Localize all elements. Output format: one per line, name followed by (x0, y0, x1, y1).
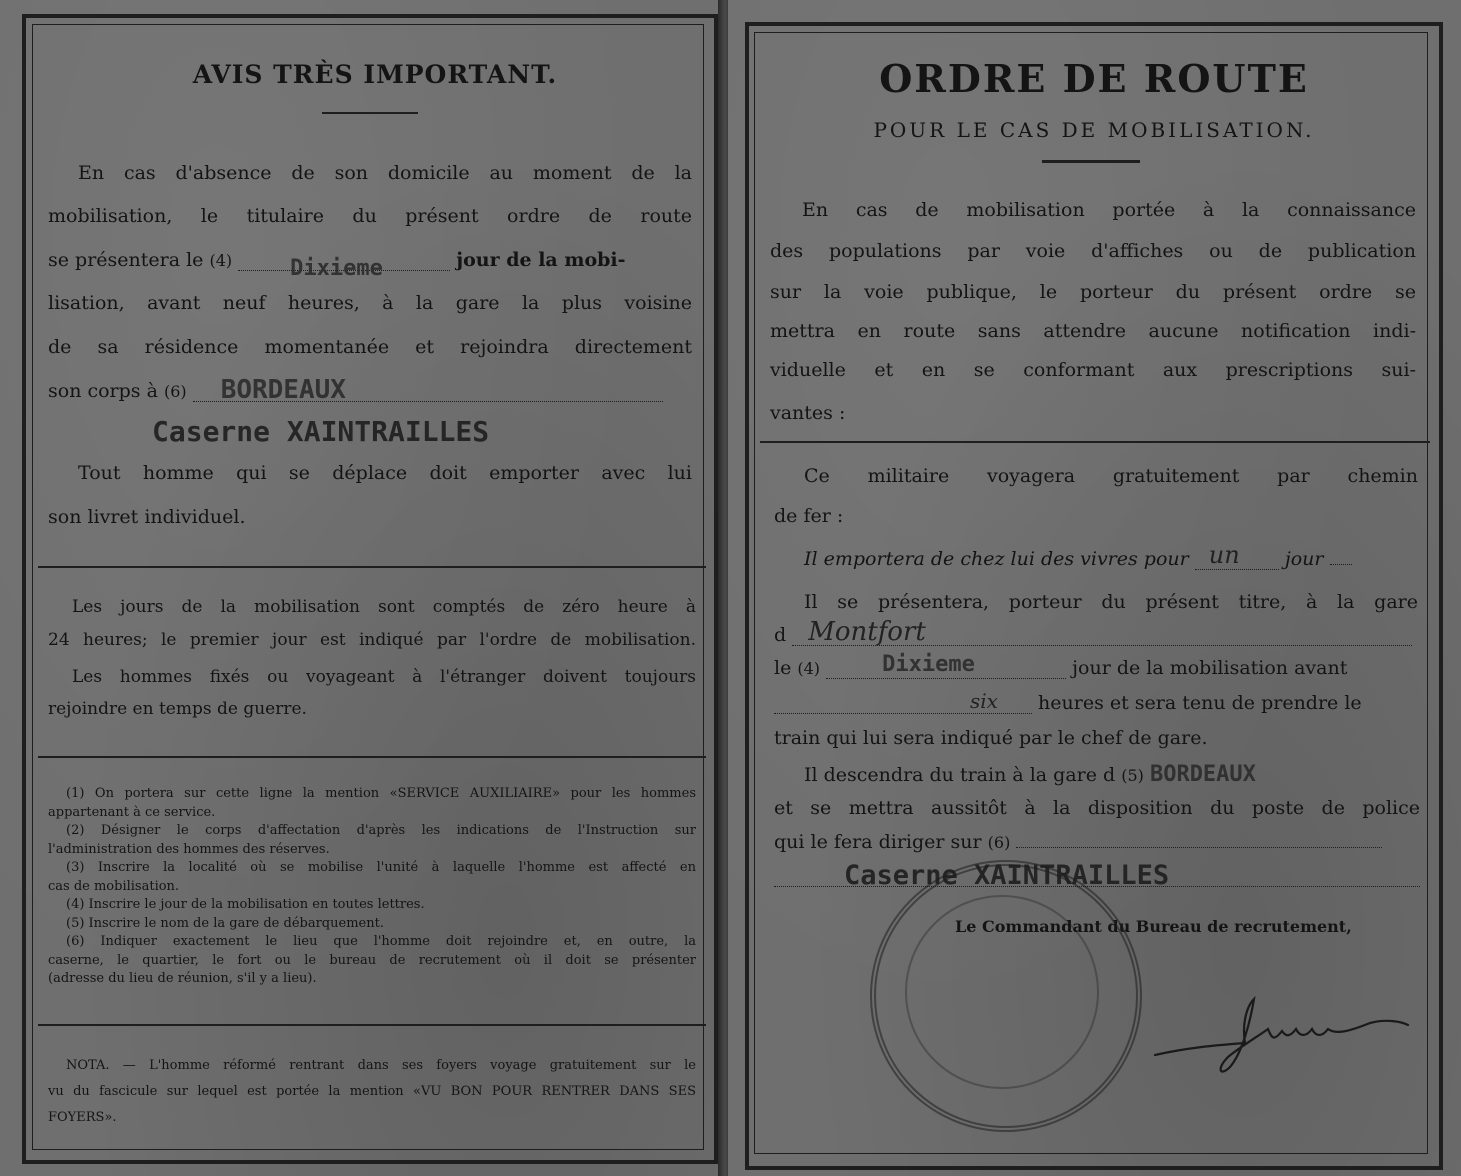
left-line3-start: se présentera le (48, 249, 204, 271)
left-line6-note: (6) (163, 382, 187, 401)
left-para1-line9: son livret individuel. (48, 506, 246, 528)
right-line11-start: qui le fera diriger sur (774, 831, 982, 853)
left-divider-2 (38, 756, 706, 758)
right-line7-fill: six (970, 689, 998, 713)
note-line: (adresse du lieu de réunion, s'il y a lieu). (48, 971, 317, 986)
left-para2-line3: Les hommes fixés ou voyageant à l'étranger doivent toujours (72, 667, 696, 687)
note-line: l'administration des hommes des réserves. (48, 841, 330, 857)
right-line5-fill: Montfort (808, 617, 926, 647)
right-para2-line11 (774, 831, 1422, 853)
left-divider-1 (38, 566, 706, 568)
left-divider-3 (38, 1024, 706, 1026)
right-line9-start: Il descendra du train à la gare d (804, 764, 1116, 786)
left-line3-fill: Dixieme (290, 256, 383, 281)
left-notes (48, 785, 696, 989)
right-para1-line: vantes : (770, 402, 846, 424)
left-para2-line4: rejoindre en temps de guerre. (48, 699, 307, 719)
note-line: (6) Indiquer exactement le lieu que l'homme doit rejoindre et, en outre, la (66, 934, 696, 949)
right-line7-blank (774, 689, 1032, 714)
left-line3-blank (238, 250, 450, 281)
left-line6-blank (193, 375, 663, 405)
right-line9-fill: BORDEAUX (1149, 762, 1256, 787)
left-title-rule (322, 112, 418, 114)
right-para1-line: viduelle et en se conformant aux prescriptions sui- (770, 359, 1416, 381)
left-para1-line2: mobilisation, le titulaire du présent ordre de route (48, 205, 692, 227)
right-line9-note: (5) (1121, 766, 1144, 785)
right-para1-line: mettra en route sans attendre aucune notification indi- (770, 320, 1416, 342)
right-para2-line9 (804, 762, 1434, 787)
note-line: (5) Inscrire le nom de la gare de débarquement. (66, 915, 384, 931)
note-line: (3) Inscrire la localité où se mobilise l'unité à laquelle l'homme est affecté en (66, 860, 696, 875)
right-para2-line7 (774, 689, 1422, 714)
left-para1-line6 (48, 375, 692, 405)
note-line: appartenant à ce service. (48, 804, 216, 820)
official-stamp-inner (905, 895, 1099, 1089)
nota-line: FOYERS». (48, 1110, 117, 1125)
right-line12-fill: Caserne XAINTRAILLES (844, 860, 1170, 891)
left-para1-line8: Tout homme qui se déplace doit emporter avec lui (78, 462, 692, 484)
right-line5-start: d (774, 624, 787, 646)
right-line3-blank (1195, 541, 1279, 570)
right-subtitle: POUR LE CAS DE MOBILISATION. (873, 118, 1315, 142)
left-line3-end: jour de la mobi- (456, 249, 626, 271)
right-line6-fill: Dixieme (882, 652, 975, 677)
commander-signature (1150, 995, 1420, 1085)
note-line: caserne, le quartier, le fort ou le bureau de recrutement où il doit se présenter (48, 952, 696, 968)
right-line6-end: jour de la mobilisation avant (1072, 657, 1348, 679)
right-line6-start: le (774, 657, 792, 679)
nota-line: NOTA. — L'homme réformé rentrant dans ses foyers voyage gratuitement sur le (66, 1058, 696, 1073)
right-para1-line: des populations par voie d'affiches ou de publication (770, 240, 1416, 262)
right-para2-line6 (774, 652, 1422, 679)
left-line6-start: son corps à (48, 380, 158, 402)
note-line: (2) Désigner le corps d'affectation d'après les indications de l'Instruction sur (66, 823, 696, 838)
note-line: (4) Inscrire le jour de la mobilisation en toutes lettres. (66, 897, 425, 912)
right-para2-line1: Ce militaire voyagera gratuitement par chemin (804, 465, 1418, 487)
right-para2-line4: Il se présentera, porteur du présent titre, à la gare (804, 591, 1418, 613)
note-line: (1) On portera sur cette ligne la mention «SERVICE AUXILIAIRE» pour les hommes (66, 786, 696, 801)
left-line7-fill: Caserne XAINTRAILLES (152, 415, 490, 448)
left-para2-line1: Les jours de la mobilisation sont comptés de zéro heure à (72, 597, 696, 617)
left-para1-line4: lisation, avant neuf heures, à la gare la plus voisine (48, 292, 692, 314)
right-line3-end: jour (1284, 548, 1324, 570)
right-line6-blank (826, 652, 1066, 679)
right-para1-line: sur la voie publique, le porteur du présent ordre se (770, 281, 1416, 303)
right-para2-line10: et se mettra aussitôt à la disposition du poste de police (774, 797, 1420, 819)
right-para1-line: En cas de mobilisation portée à la connaissance (802, 199, 1416, 221)
left-nota (48, 1053, 696, 1131)
right-line7-end: heures et sera tenu de prendre le (1038, 692, 1362, 714)
right-line6-note: (4) (797, 659, 821, 678)
right-line3-fill: un (1208, 541, 1240, 569)
right-line11-blank (1016, 833, 1382, 848)
right-para2-line5 (774, 617, 1418, 647)
right-para2-line2: de fer : (774, 505, 844, 527)
left-line3-note: (4) (209, 251, 233, 270)
left-para1-line5: de sa résidence momentanée et rejoindra directement (48, 336, 692, 358)
right-line3-trail (1330, 550, 1352, 565)
right-line11-note: (6) (987, 833, 1011, 852)
right-line3-start: Il emportera de chez lui des vivres pour (804, 548, 1189, 570)
right-divider-1 (760, 441, 1430, 443)
right-signoff: Le Commandant du Bureau de recrutement, (955, 917, 1352, 936)
left-para1-line3 (48, 249, 692, 281)
right-title-rule (1042, 160, 1140, 163)
nota-line: vu du fascicule sur lequel est portée la mention «VU BON POUR RENTRER DANS SES (48, 1084, 696, 1099)
note-line: cas de mobilisation. (48, 878, 180, 894)
left-para1-line1: En cas d'absence de son domicile au moment de la (78, 162, 692, 184)
left-para2-line2: 24 heures; le premier jour est indiqué par l'ordre de mobilisation. (48, 630, 696, 650)
right-title: ORDRE DE ROUTE (879, 56, 1309, 101)
left-title: AVIS TRÈS IMPORTANT. (192, 60, 558, 89)
right-para2-line8: train qui lui sera indiqué par le chef de gare. (774, 727, 1208, 749)
right-para2-line3 (804, 541, 1418, 570)
right-line5-blank (792, 617, 1412, 647)
left-line6-fill: BORDEAUX (220, 375, 346, 405)
